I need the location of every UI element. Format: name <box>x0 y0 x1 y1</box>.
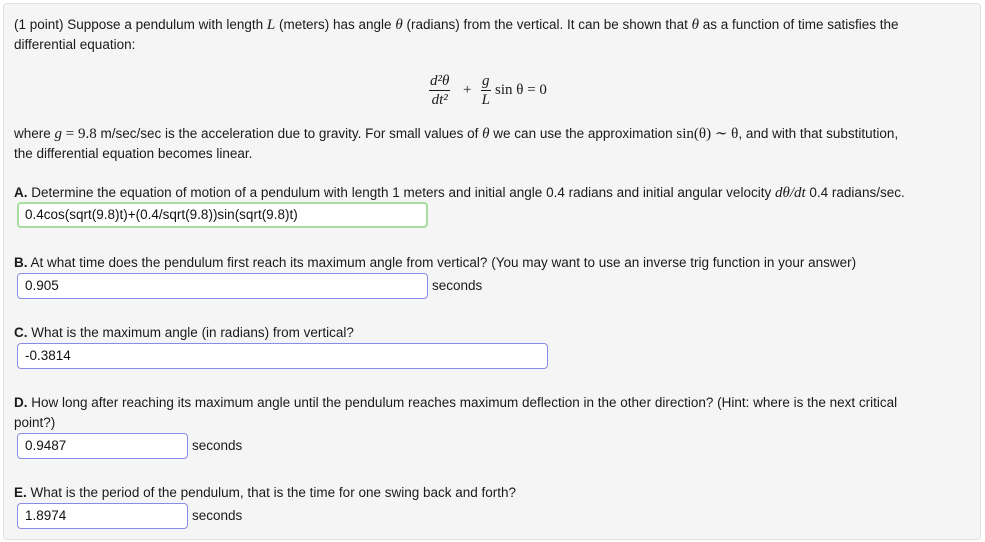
intro-line-1: (1 point) Suppose a pendulum with length L (meters) has angle θ (radians) from the vertical. It can be shown that θ as a function of time satisfies the <box>14 17 899 33</box>
part-c-answer-input[interactable]: -0.3814 <box>17 343 548 369</box>
differential-equation <box>429 72 589 118</box>
part-e-unit: seconds <box>192 508 243 523</box>
part-b-answer-input[interactable]: 0.905 <box>17 273 428 299</box>
plus-sign: + <box>463 82 472 98</box>
equation-rest: sin θ = 0 <box>495 82 547 98</box>
where-line-1: where g = 9.8 m/sec/sec is the acceleration due to gravity. For small values of θ we can use the approximation sin(θ) ∼ θ, and with that substitution, <box>14 126 899 142</box>
part-d-question-line-1: D. How long after reaching its maximum angle until the pendulum reaches maximum deflection in the other direction? (Hint: where is the next critical <box>14 395 898 410</box>
part-d-question-line-2: point?) <box>14 415 56 430</box>
g-over-l-fraction: $\frac{g}{L}$ <box>481 73 490 108</box>
where-line-2: the differential equation becomes linear. <box>14 146 253 161</box>
part-a-question: A. Determine the equation of motion of a pendulum with length 1 meters and initial angle 0.4 radians and initial angular velocity dθ/dt 0.4 radians/sec. <box>14 185 905 201</box>
part-e-answer-input[interactable]: 1.8974 <box>17 503 188 529</box>
part-b-question: B. At what time does the pendulum first reach its maximum angle from vertical? (You may want to use an inverse trig function in your answer) <box>14 255 857 270</box>
intro-line-2: differential equation: <box>14 37 136 52</box>
part-a-answer-input[interactable]: 0.4cos(sqrt(9.8)t)+(0.4/sqrt(9.8))sin(sqrt(9.8)t) <box>17 202 428 228</box>
part-c-question: C. What is the maximum angle (in radians) from vertical? <box>14 325 354 340</box>
second-derivative-fraction: $\frac{\text{d²θ}}{\text{dt²}}$ <box>430 73 450 108</box>
part-d-answer-input[interactable]: 0.9487 <box>17 433 188 459</box>
problem-panel <box>3 3 981 540</box>
part-d-unit: seconds <box>192 438 243 453</box>
part-b-unit: seconds <box>432 278 483 293</box>
part-e-question: E. What is the period of the pendulum, that is the time for one swing back and forth? <box>14 485 517 500</box>
